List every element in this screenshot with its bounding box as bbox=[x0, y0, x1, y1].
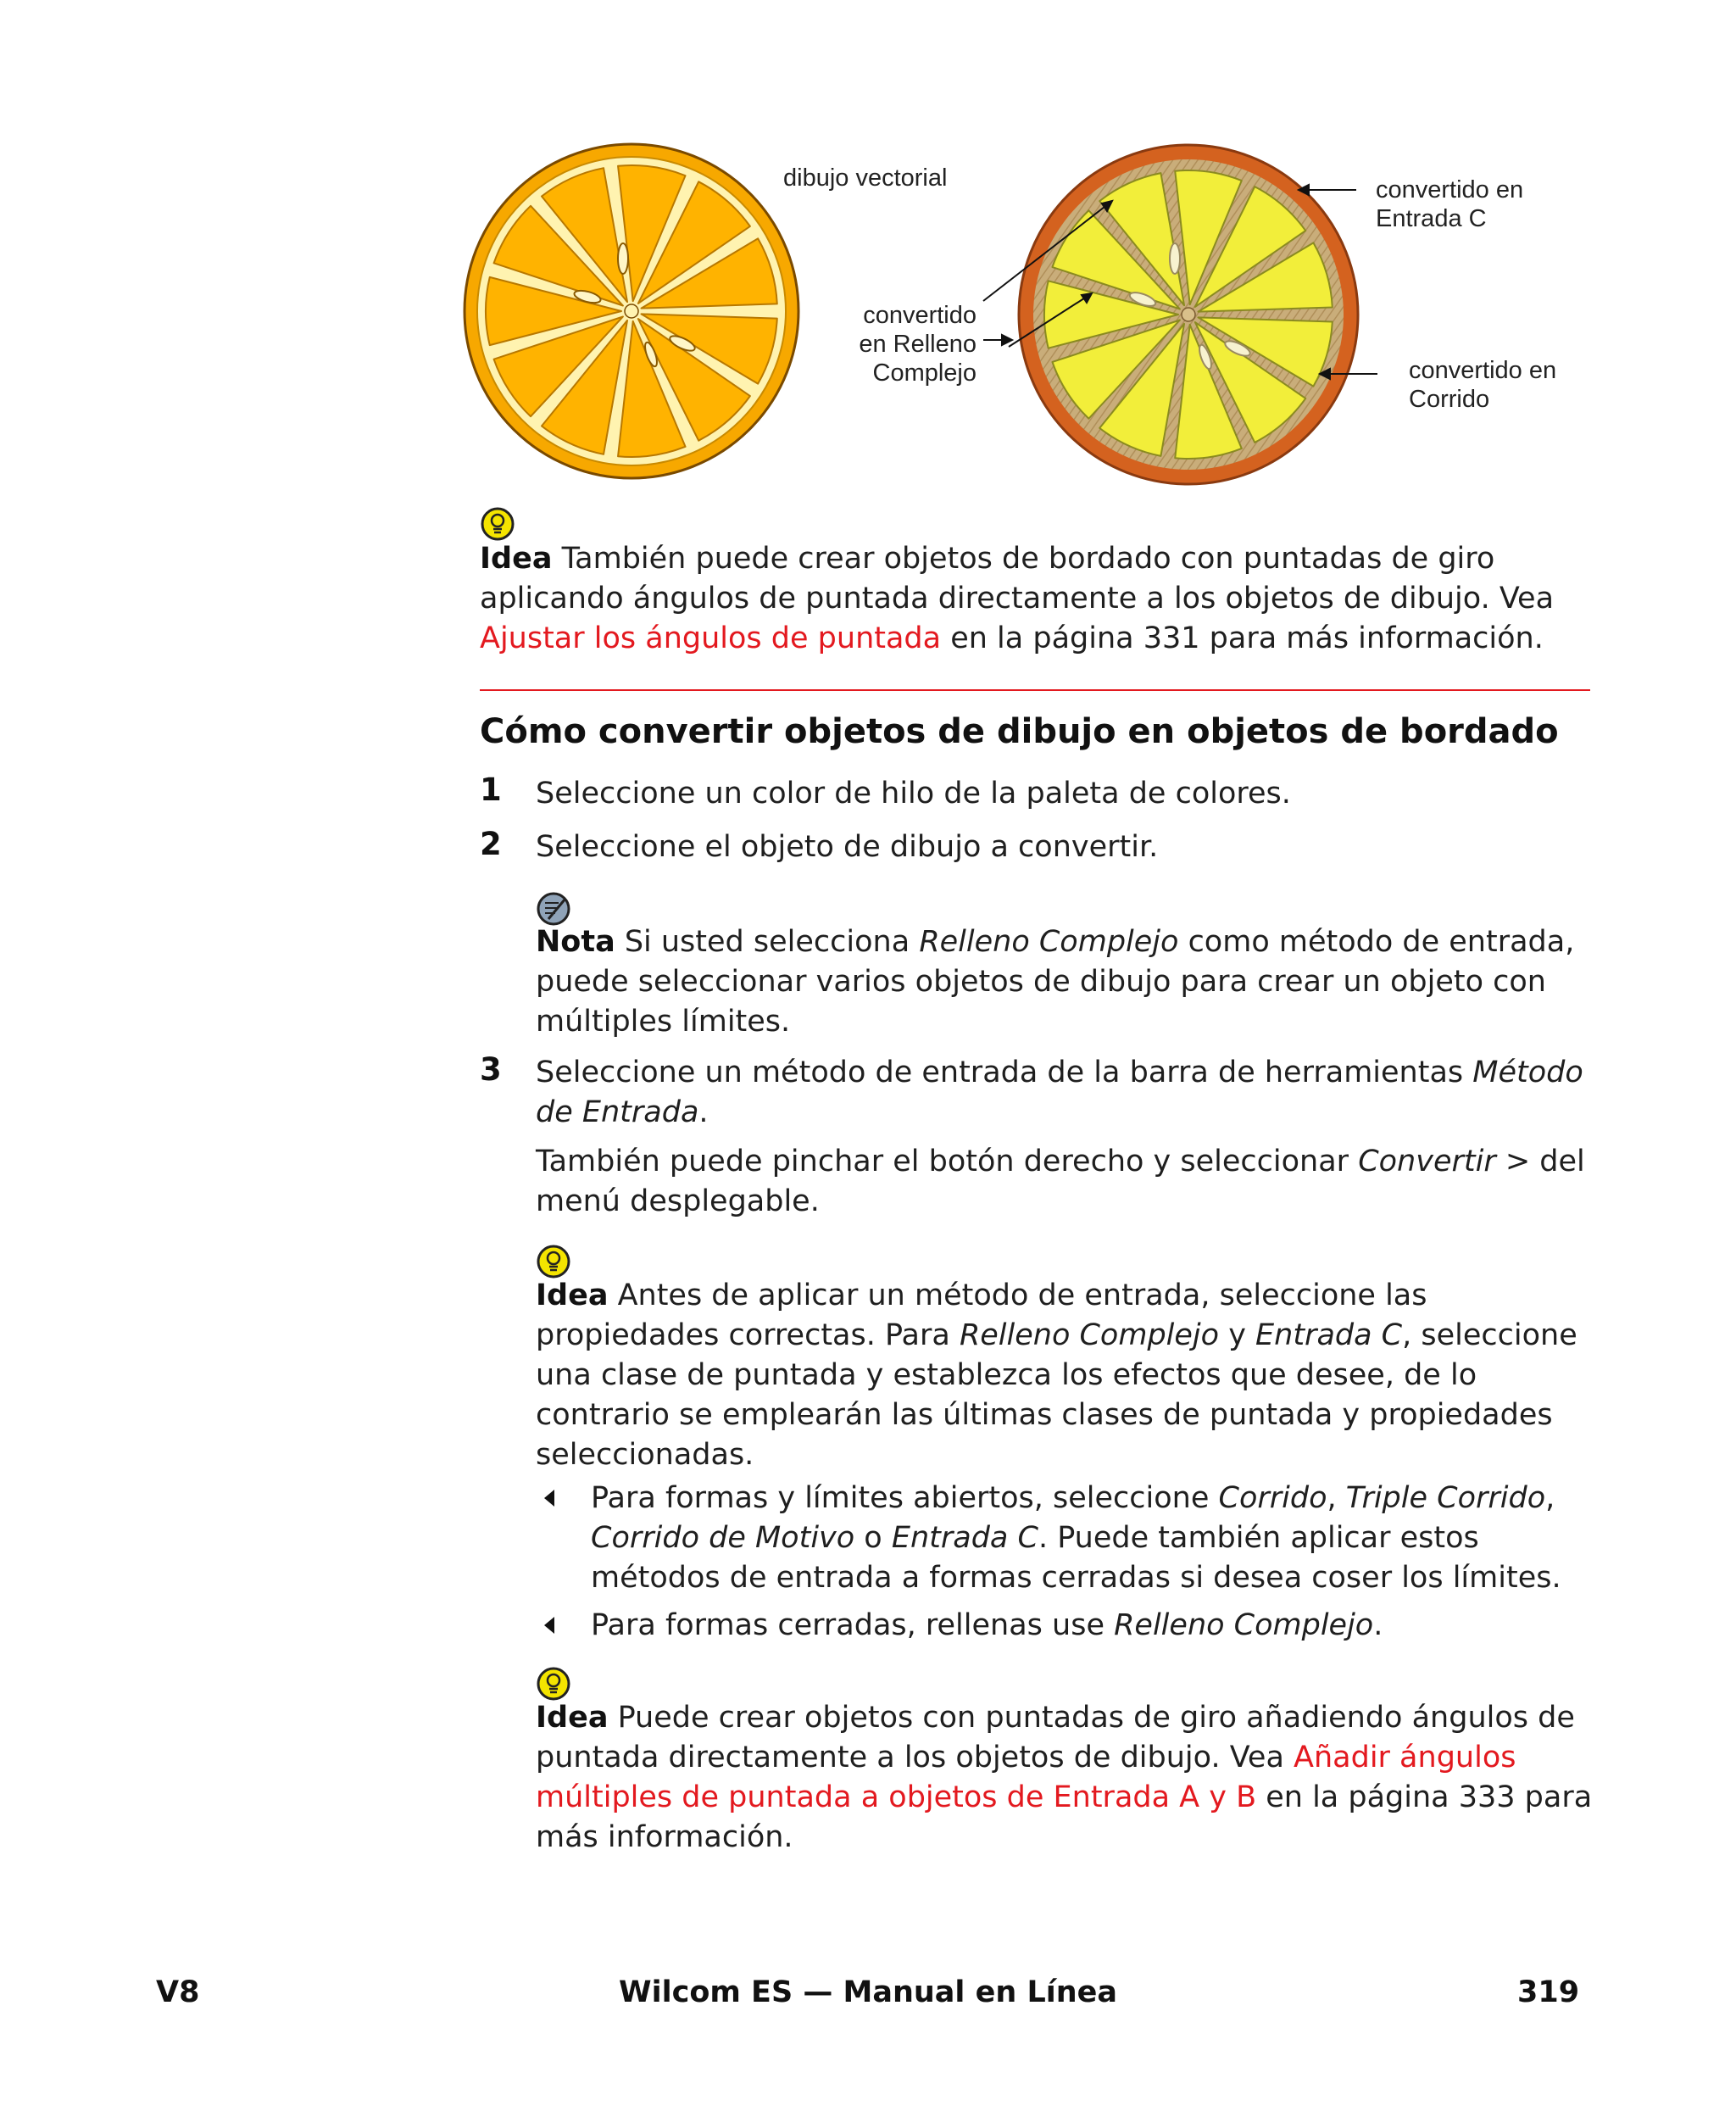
label-vector-drawing: dibujo vectorial bbox=[783, 164, 948, 192]
step-number-2: 2 bbox=[480, 826, 502, 862]
label-input-c: convertido en Entrada C bbox=[1376, 176, 1524, 232]
label-run: convertido en Corrido bbox=[1409, 357, 1557, 413]
vector-orange-drawing bbox=[465, 144, 798, 478]
tip-paragraph-2: Idea Antes de aplicar un método de entrada, seleccione las propiedades correctas. Para Relleno Complejo y Entrada C, seleccione una clase de puntada y establezca los efectos que desee, de lo contrario se emplearán las últimas clases de puntada y propiedades seleccionadas. bbox=[536, 1279, 1577, 1472]
tip-paragraph-3: Idea Puede crear objetos con puntadas de giro añadiendo ángulos de puntada directamente a los objetos de dibujo. Vea Añadir ángulos múltiples de puntada a objetos de Entrada A y B en la página 333 para más información. bbox=[536, 1701, 1593, 1854]
illustration-figure bbox=[458, 140, 1594, 496]
bullet-item-1: Para formas y límites abiertos, seleccione Corrido, Triple Corrido, Corrido de Motivo o Entrada C. Puede también aplicar estos métodos de entrada a formas cerradas si desea coser los límites. bbox=[591, 1481, 1561, 1595]
section-heading: Cómo convertir objetos de dibujo en objetos de bordado bbox=[480, 712, 1559, 751]
bullet-marker-2 bbox=[544, 1617, 554, 1634]
note-paragraph: Nota Si usted selecciona Relleno Complejo como método de entrada, puede seleccionar varios objetos de dibujo para crear un objeto con múltiples límites. bbox=[536, 925, 1575, 1039]
lightbulb-icon bbox=[537, 1245, 570, 1279]
footer-page-number: 319 bbox=[1517, 1975, 1580, 2009]
step-number-3: 3 bbox=[480, 1051, 502, 1088]
bullet-item-2: Para formas cerradas, rellenas use Relleno Complejo. bbox=[591, 1608, 1383, 1642]
lightbulb-icon bbox=[537, 1667, 570, 1701]
link-adjust-stitch-angles[interactable]: Ajustar los ángulos de puntada bbox=[480, 621, 942, 655]
footer-title: Wilcom ES — Manual en Línea bbox=[618, 1975, 1118, 2009]
step-text-3: Seleccione un método de entrada de la barra de herramientas Método de Entrada. bbox=[536, 1056, 1583, 1129]
section-divider bbox=[480, 689, 1590, 691]
bullet-marker-1 bbox=[544, 1490, 554, 1507]
step-3-extra: También puede pinchar el botón derecho y seleccionar Convertir > del menú desplegable. bbox=[536, 1145, 1585, 1218]
embroidered-lemon-drawing bbox=[1019, 145, 1358, 484]
step-number-1: 1 bbox=[480, 772, 502, 808]
note-pencil-icon bbox=[537, 892, 570, 926]
footer-version: V8 bbox=[156, 1975, 200, 2009]
link-add-multiple-stitch-angles[interactable]: Añadir ángulos múltiples de puntada a objetos de Entrada A y B bbox=[536, 1741, 1516, 1814]
tip-paragraph-1: Idea También puede crear objetos de bordado con puntadas de giro aplicando ángulos de puntada directamente a los objetos de dibujo. Vea Ajustar los ángulos de puntada en la página 331 para más información. bbox=[480, 542, 1555, 655]
step-text-1: Seleccione un color de hilo de la paleta de colores. bbox=[536, 777, 1291, 811]
step-text-2: Seleccione el objeto de dibujo a convertir. bbox=[536, 830, 1159, 864]
label-complex-fill: convertido en Relleno Complejo bbox=[859, 302, 976, 387]
lightbulb-icon bbox=[481, 507, 515, 541]
